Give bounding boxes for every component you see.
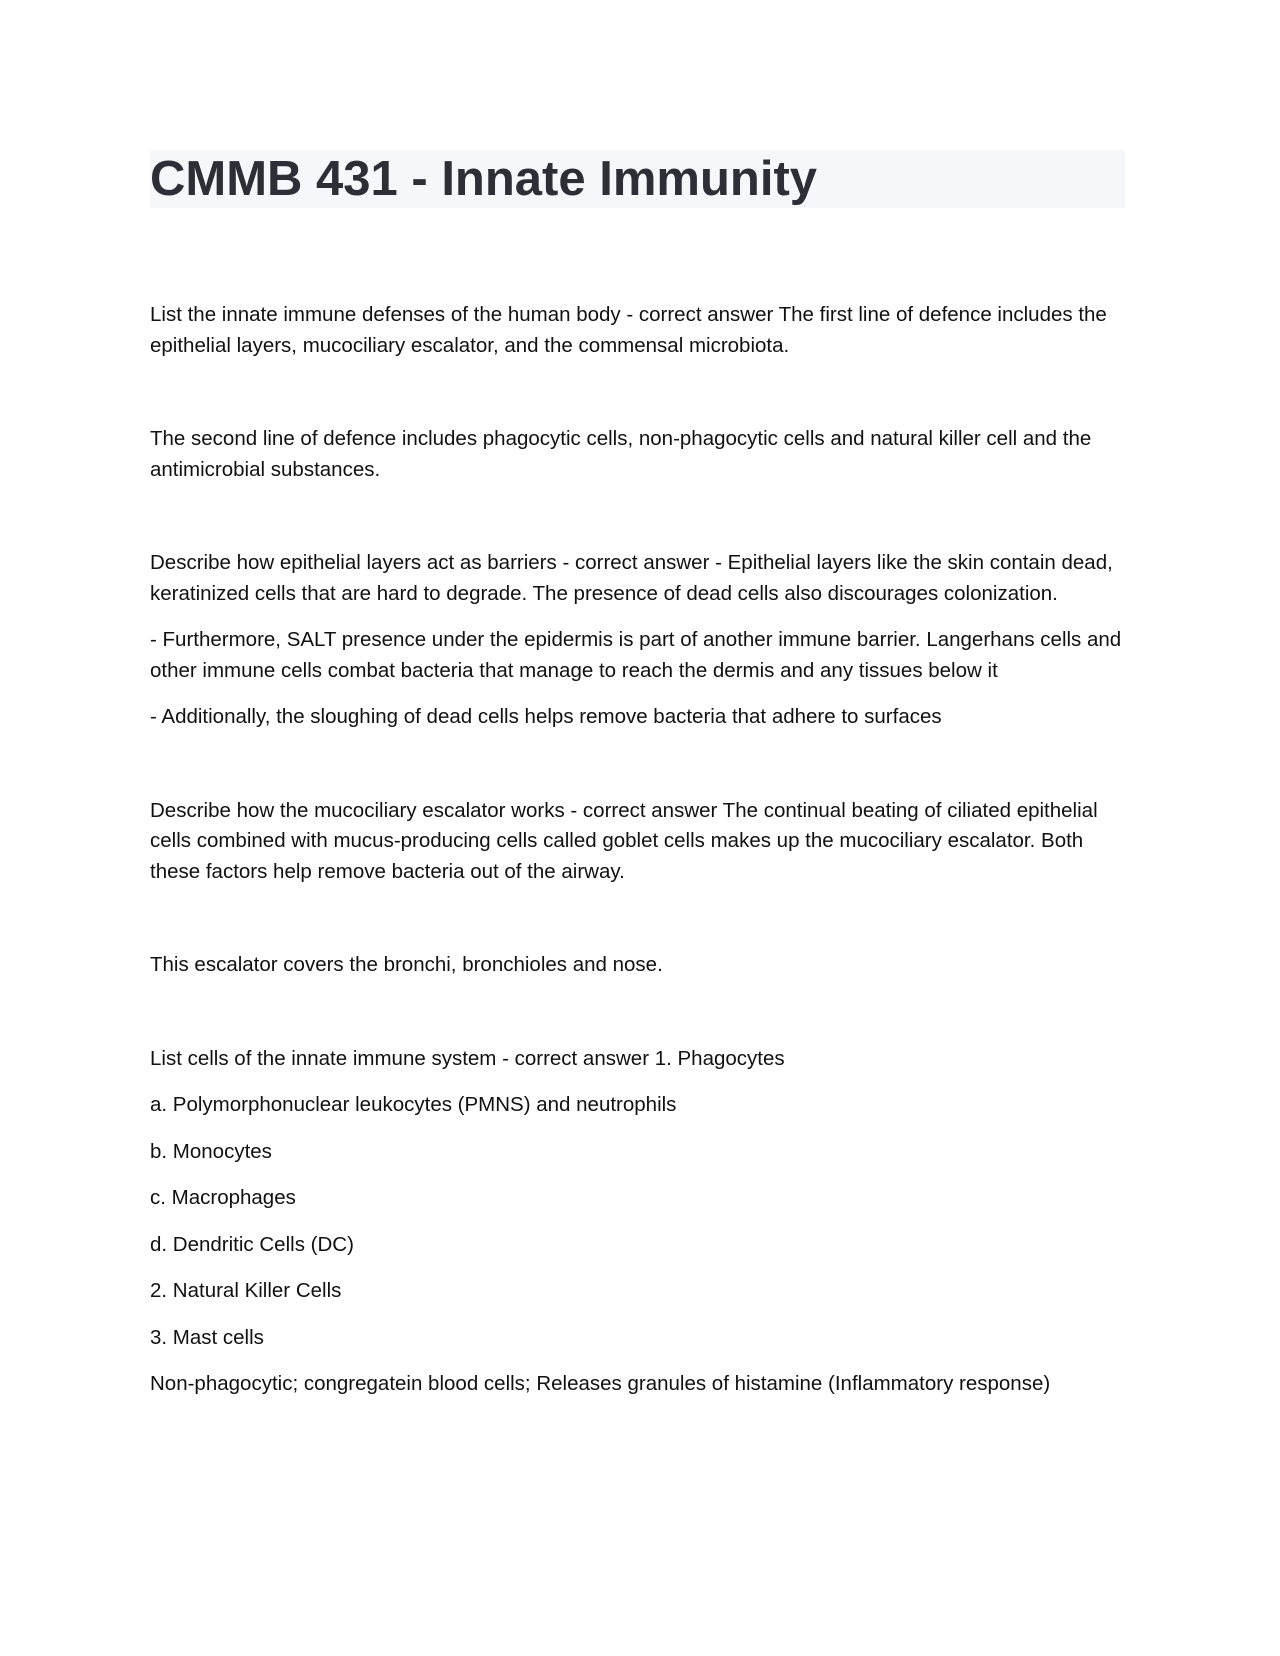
paragraph: List cells of the innate immune system - correct answer 1. Phagocytes bbox=[150, 1046, 785, 1070]
title-banner bbox=[150, 150, 1125, 208]
paragraph: Describe how the mucociliary escalator works - correct answer The continual beating of ciliated epithelial cells combined with mucus-producing cells called goblet cells makes up the mucociliary escalator. Both these factors help remove bacteria out of the airway. bbox=[150, 798, 1098, 883]
list-item: 3. Mast cells bbox=[150, 1325, 264, 1349]
list-item: a. Polymorphonuclear leukocytes (PMNS) and neutrophils bbox=[150, 1093, 677, 1116]
list-item: c. Macrophages bbox=[150, 1186, 296, 1209]
paragraph: Describe how epithelial layers act as barriers - correct answer - Epithelial layers like the skin contain dead, keratinized cells that are hard to degrade. The presence of dead cells also discourages colonization. bbox=[150, 551, 1113, 605]
paragraph: Non-phagocytic; congregatein blood cells; Releases granules of histamine (Inflammatory response) bbox=[150, 1372, 1051, 1395]
document-page bbox=[150, 150, 1125, 1400]
list-item: d. Dendritic Cells (DC) bbox=[150, 1232, 354, 1256]
paragraph: - Additionally, the sloughing of dead cells helps remove bacteria that adhere to surfaces bbox=[150, 705, 942, 728]
list-item: 2. Natural Killer Cells bbox=[150, 1279, 342, 1302]
document-body bbox=[150, 300, 1125, 1400]
paragraph: - Furthermore, SALT presence under the epidermis is part of another immune barrier. Langerhans cells and other immune cells combat bacteria that manage to reach the dermis and any tissues below it bbox=[150, 628, 1122, 682]
document-title: CMMB 431 - Innate Immunity bbox=[150, 152, 818, 206]
paragraph: This escalator covers the bronchi, bronchioles and nose. bbox=[150, 953, 663, 976]
paragraph: The second line of defence includes phagocytic cells, non-phagocytic cells and natural killer cell and the antimicrobial substances. bbox=[150, 427, 1092, 481]
paragraph: List the innate immune defenses of the human body - correct answer The first line of defence includes the epithelial layers, mucociliary escalator, and the commensal microbiota. bbox=[150, 303, 1107, 357]
list-item: b. Monocytes bbox=[150, 1139, 272, 1163]
